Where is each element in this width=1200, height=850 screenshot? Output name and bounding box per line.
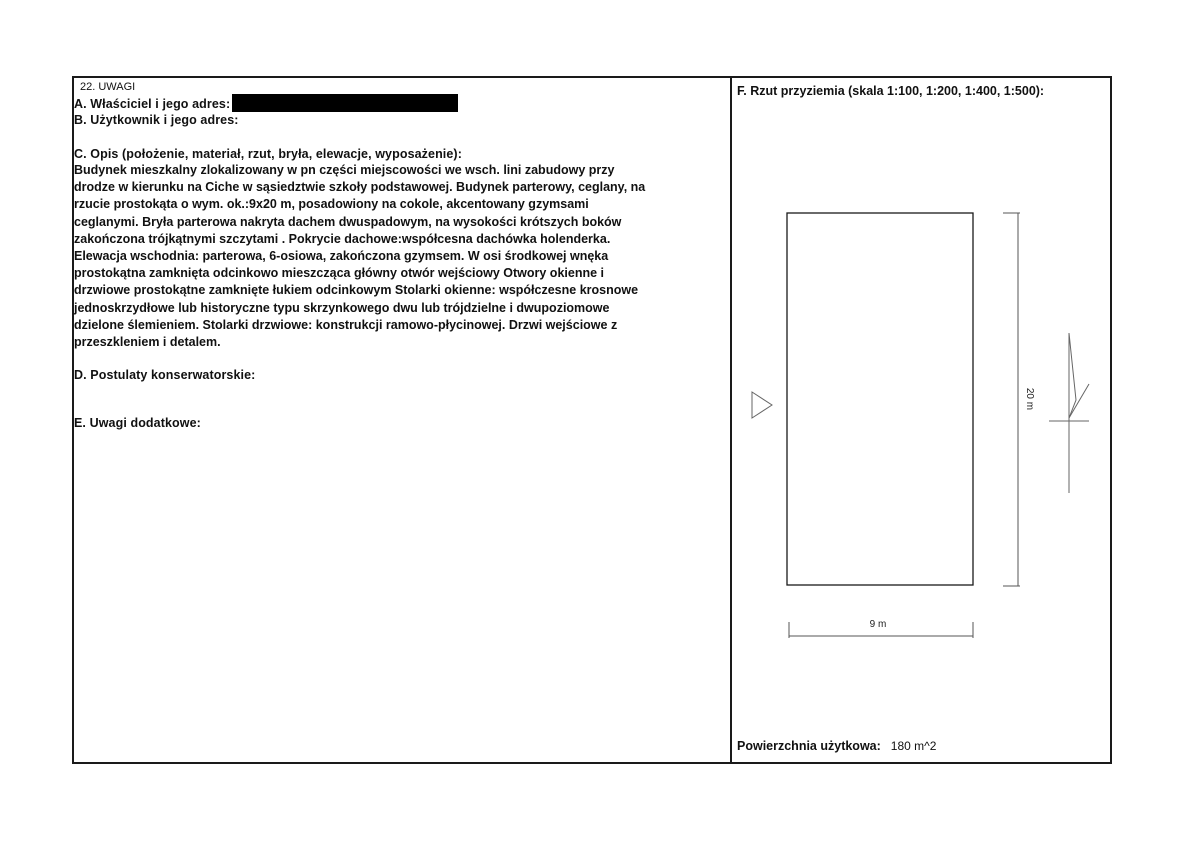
description-line: drzwiowe prostokątne zamknięte łukiem odcinkowym Stolarki okienne: współczesne krosnowe <box>74 283 639 298</box>
description-line: prostokątna zamknięta odcinkowo mieszcząca główny otwór wejściowy Otwory okienne i <box>74 266 604 281</box>
description-line: ceglanymi. Bryła parterowa nakryta dachem dwuspadowym, na wysokości krótszych boków <box>74 214 622 229</box>
usable-area-value: 180 m^2 <box>890 739 937 753</box>
plan-title: F. Rzut przyziemia (skala 1:100, 1:200, 1:400, 1:500): <box>737 84 1045 98</box>
section-number: 22. UWAGI <box>80 81 136 93</box>
usable-area-row <box>737 739 936 753</box>
postulates-label: D. Postulaty konserwatorskie: <box>74 368 256 382</box>
width-label: 9 m <box>869 619 887 630</box>
length-label: 20 m <box>1024 387 1035 411</box>
north-arrow-icon <box>1049 333 1089 493</box>
description-label: C. Opis (położenie, materiał, rzut, bryła, elewacje, wyposażenie): <box>74 147 462 161</box>
description-line: Elewacja wschodnia: parterowa, 6-osiowa, zakończona gzymsem. W osi środkowej wnęka <box>74 249 609 264</box>
description-line: Budynek mieszkalny zlokalizowany w pn części miejscowości we wsch. lini zabudowy przy <box>74 163 615 177</box>
owner-label: A. Właściciel i jego adres: <box>74 97 231 111</box>
description-line: drodze w kierunku na Ciche w sąsiedztwie szkoły podstawowej. Budynek parterowy, ceglany, na <box>74 180 646 195</box>
usable-area-label: Powierzchnia użytkowa: <box>737 739 881 753</box>
entrance-arrow-icon <box>752 392 772 418</box>
description-line: zakończona trójkątnymi szczytami . Pokrycie dachowe:współcesna dachówka holenderka. <box>74 231 611 246</box>
description-line: przeszkleniem i detalem. <box>74 335 221 350</box>
description-line: dzielone ślemieniem. Stolarki drzwiowe: konstrukcji ramowo-płycinowej. Drzwi wejściowe z <box>74 317 618 332</box>
remarks-label: E. Uwagi dodatkowe: <box>74 416 201 430</box>
user-label: B. Użytkownik i jego adres: <box>74 113 239 127</box>
description-line: rzucie prostokąta o wym. ok.:9x20 m, posadowiony na cokole, akcentowany gzymsami <box>74 197 589 212</box>
description-line: jednoskrzydłowe lub historyczne typu skrzynkowego dwu lub trójdzielne i dwupoziomowe <box>74 300 610 315</box>
building-outline <box>787 213 973 585</box>
